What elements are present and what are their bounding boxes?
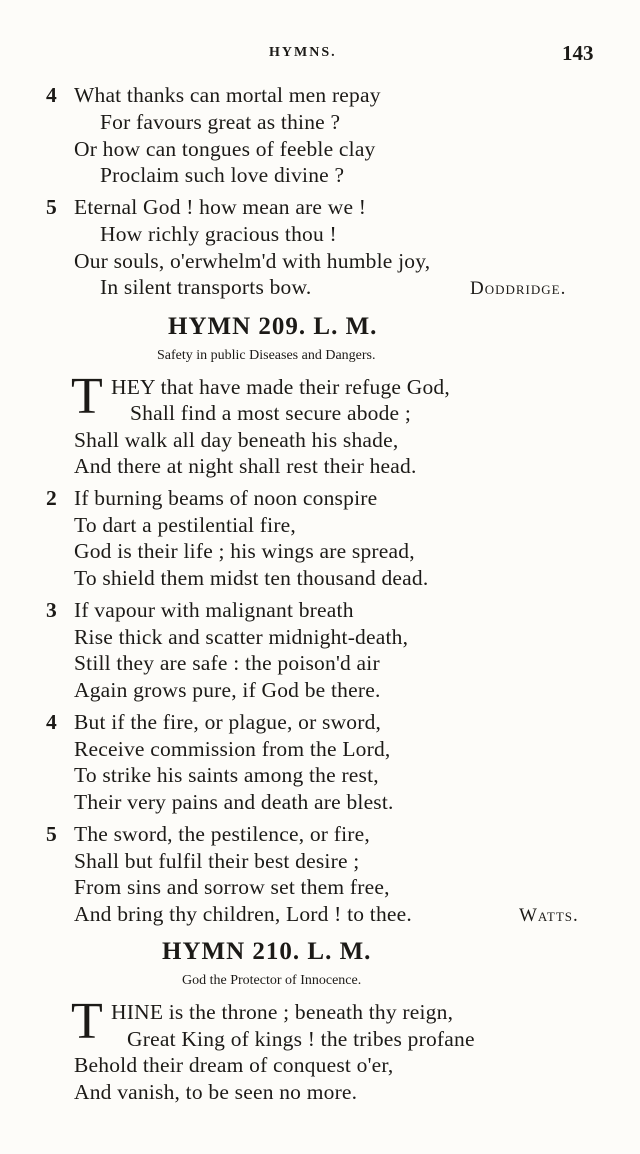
author-attribution: Doddridge. bbox=[470, 278, 567, 299]
drop-capital: T bbox=[71, 993, 103, 1050]
verse-line: Our souls, o'erwhelm'd with humble joy, bbox=[74, 249, 431, 273]
drop-capital: T bbox=[71, 368, 103, 425]
verse-line: Behold their dream of conquest o'er, bbox=[74, 1053, 394, 1077]
verse-line: And there at night shall rest their head. bbox=[74, 454, 417, 478]
verse-line: And vanish, to be seen no more. bbox=[74, 1080, 358, 1104]
verse-line: How richly gracious thou ! bbox=[100, 222, 337, 246]
verse-line: Eternal God ! how mean are we ! bbox=[74, 195, 367, 219]
stanza-number: 3 bbox=[46, 598, 57, 622]
verse-line: If vapour with malignant breath bbox=[74, 598, 354, 622]
verse-line: God is their life ; his wings are spread, bbox=[74, 539, 415, 563]
stanza-number: 2 bbox=[46, 486, 57, 510]
verse-line: Still they are safe : the poison'd air bbox=[74, 651, 380, 675]
running-head: HYMNS. bbox=[269, 45, 337, 60]
page-number: 143 bbox=[562, 41, 594, 65]
hymn-title: HYMN 210. L. M. bbox=[162, 938, 372, 965]
verse-line: From sins and sorrow set them free, bbox=[74, 875, 390, 899]
hymn-subtitle: God the Protector of Innocence. bbox=[182, 973, 362, 988]
verse-line: And bring thy children, Lord ! to thee. bbox=[74, 902, 412, 926]
verse-line: Their very pains and death are blest. bbox=[74, 790, 394, 814]
stanza-number: 4 bbox=[46, 83, 57, 107]
stanza-number: 5 bbox=[46, 822, 57, 846]
verse-line: Rise thick and scatter midnight-death, bbox=[74, 625, 409, 649]
verse-line: Again grows pure, if God be there. bbox=[74, 678, 381, 702]
stanza-number: 4 bbox=[46, 710, 57, 734]
verse-line: Shall walk all day beneath his shade, bbox=[74, 428, 399, 452]
hymn-subtitle: Safety in public Diseases and Dangers. bbox=[157, 348, 376, 363]
verse-line: To shield them midst ten thousand dead. bbox=[74, 566, 429, 590]
verse-line: Shall find a most secure abode ; bbox=[130, 401, 412, 425]
verse-line: Great King of kings ! the tribes profane bbox=[127, 1027, 475, 1051]
verse-line: HEY that have made their refuge God, bbox=[111, 375, 450, 399]
verse-line: Shall but fulfil their best desire ; bbox=[74, 849, 360, 873]
verse-line: To strike his saints among the rest, bbox=[74, 763, 379, 787]
author-attribution: Watts. bbox=[519, 905, 579, 926]
verse-line: But if the fire, or plague, or sword, bbox=[74, 710, 382, 734]
verse-line: The sword, the pestilence, or fire, bbox=[74, 822, 370, 846]
verse-line: Proclaim such love divine ? bbox=[100, 163, 345, 187]
verse-line: What thanks can mortal men repay bbox=[74, 83, 381, 107]
verse-line: HINE is the throne ; beneath thy reign, bbox=[111, 1000, 454, 1024]
verse-line: To dart a pestilential fire, bbox=[74, 513, 296, 537]
verse-line: For favours great as thine ? bbox=[100, 110, 341, 134]
hymn-title: HYMN 209. L. M. bbox=[168, 313, 378, 340]
stanza-number: 5 bbox=[46, 195, 57, 219]
verse-line: Or how can tongues of feeble clay bbox=[74, 137, 376, 161]
verse-line: Receive commission from the Lord, bbox=[74, 737, 391, 761]
verse-line: In silent transports bow. bbox=[100, 275, 312, 299]
verse-line: If burning beams of noon conspire bbox=[74, 486, 378, 510]
